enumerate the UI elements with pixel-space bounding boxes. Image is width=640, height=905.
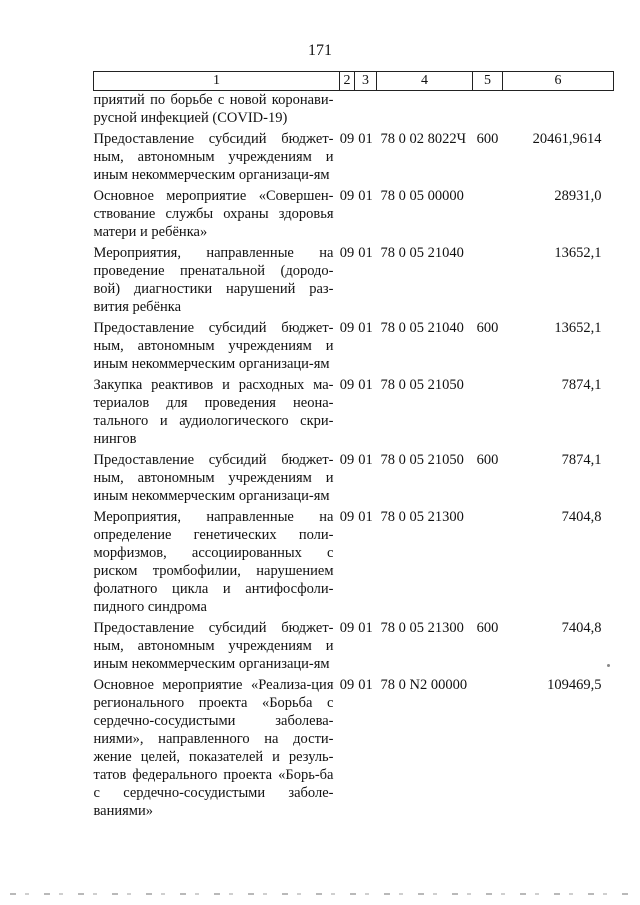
row-section-code — [340, 91, 355, 131]
row-subsection-code: 01 — [358, 620, 373, 636]
row-target-article: 78 0 02 8022Ч — [380, 131, 467, 147]
row-expense-type: 600 — [476, 320, 499, 336]
row-target-article: 78 0 05 21300 — [380, 509, 464, 525]
row-target-article: 78 0 N2 00000 — [380, 677, 468, 693]
row-target-article: 78 0 05 21050 — [380, 377, 464, 393]
row-section-code: 09 — [339, 452, 355, 468]
row-section-code: 09 — [339, 131, 355, 147]
budget-table — [93, 71, 614, 823]
row-section-code: 09 — [339, 377, 355, 393]
scan-speck — [607, 664, 610, 667]
table-row — [94, 451, 614, 508]
table-row — [94, 376, 614, 451]
row-subsection-code: 01 — [358, 377, 373, 393]
row-target-article: 78 0 05 21040 — [380, 245, 464, 261]
row-target-article: 78 0 05 21050 — [380, 452, 464, 468]
table-row — [94, 91, 614, 131]
column-header-subsection: 3 — [355, 72, 377, 91]
table-row — [94, 187, 614, 244]
row-amount: 109469,5 — [547, 677, 602, 693]
table-row — [94, 319, 614, 376]
row-expense-type — [473, 376, 503, 451]
row-subsection-code — [355, 91, 377, 131]
table-row — [94, 676, 614, 823]
row-expense-type: 600 — [476, 452, 499, 468]
row-target-article: 78 0 05 21300 — [380, 620, 464, 636]
row-expense-type: 600 — [476, 620, 499, 636]
row-subsection-code: 01 — [358, 245, 373, 261]
row-name: Мероприятия, направленные на определение генетических поли-морфизмов, ассоциированных с риском тромбофилии, нарушением фолатного цикла и антифосфоли-пидного синдрома — [93, 509, 334, 615]
scan-edge-dust — [10, 893, 630, 895]
row-subsection-code: 01 — [358, 452, 373, 468]
row-section-code: 09 — [339, 620, 355, 636]
row-section-code: 09 — [339, 320, 355, 336]
table-row — [94, 244, 614, 319]
column-header-expense-type: 5 — [473, 72, 503, 91]
column-header-section: 2 — [340, 72, 355, 91]
row-amount — [503, 91, 614, 131]
page-number: 171 — [308, 42, 332, 59]
row-target-article — [377, 91, 473, 131]
row-section-code: 09 — [339, 188, 355, 204]
row-target-article: 78 0 05 21040 — [380, 320, 464, 336]
row-name: Предоставление субсидий бюджет-ным, автономным учреждениям и иным некоммерческим организаци-ям — [93, 620, 334, 672]
column-header-amount: 6 — [503, 72, 614, 91]
row-subsection-code: 01 — [358, 131, 373, 147]
row-expense-type: 600 — [476, 131, 499, 147]
table-row — [94, 619, 614, 676]
row-name: Основное мероприятие «Совершен-ствование службы охраны здоровья матери и ребёнка» — [93, 188, 334, 240]
column-header-target-article: 4 — [377, 72, 473, 91]
table-row — [94, 130, 614, 187]
row-expense-type — [473, 244, 503, 319]
row-amount: 7874,1 — [561, 452, 602, 468]
row-amount: 20461,9614 — [532, 131, 602, 147]
row-amount: 13652,1 — [554, 245, 602, 261]
column-header-name: 1 — [94, 72, 340, 91]
row-name: Мероприятия, направленные на проведение пренатальной (дородо-вой) диагностики нарушений раз-вития ребёнка — [93, 245, 334, 315]
row-section-code: 09 — [339, 509, 355, 525]
table-row — [94, 508, 614, 619]
row-amount: 13652,1 — [554, 320, 602, 336]
row-name: Предоставление субсидий бюджет-ным, автономным учреждениям и иным некоммерческим организаци-ям — [93, 131, 334, 183]
row-name: приятий по борьбе с новой коронави-русной инфекцией (COVID-19) — [93, 92, 334, 126]
row-name: Закупка реактивов и расходных ма-териалов для проведения неона-тального и аудиологического скри-нингов — [93, 377, 334, 447]
row-amount: 7874,1 — [561, 377, 602, 393]
row-amount: 7404,8 — [561, 509, 602, 525]
row-target-article: 78 0 05 00000 — [380, 188, 464, 204]
row-name: Основное мероприятие «Реализа-ция регионального проекта «Борьба с сердечно-сосудистыми заболева-ниями», направленного на дости-жение целей, показателей и резуль-татов федерального проекта «Борь-ба с сердечно-сосудистыми заболе-ваниями» — [93, 677, 334, 819]
row-expense-type — [473, 508, 503, 619]
row-subsection-code: 01 — [358, 320, 373, 336]
row-subsection-code: 01 — [358, 188, 373, 204]
row-subsection-code: 01 — [358, 509, 373, 525]
row-expense-type — [473, 676, 503, 823]
row-amount: 28931,0 — [554, 188, 602, 204]
row-section-code: 09 — [339, 245, 355, 261]
row-amount: 7404,8 — [561, 620, 602, 636]
column-number-header-row — [94, 72, 614, 91]
row-name: Предоставление субсидий бюджет-ным, автономным учреждениям и иным некоммерческим организаци-ям — [93, 320, 334, 372]
row-subsection-code: 01 — [358, 677, 373, 693]
row-expense-type — [473, 187, 503, 244]
row-section-code: 09 — [339, 677, 355, 693]
row-name: Предоставление субсидий бюджет-ным, автономным учреждениям и иным некоммерческим организаци-ям — [93, 452, 334, 504]
row-expense-type — [473, 91, 503, 131]
